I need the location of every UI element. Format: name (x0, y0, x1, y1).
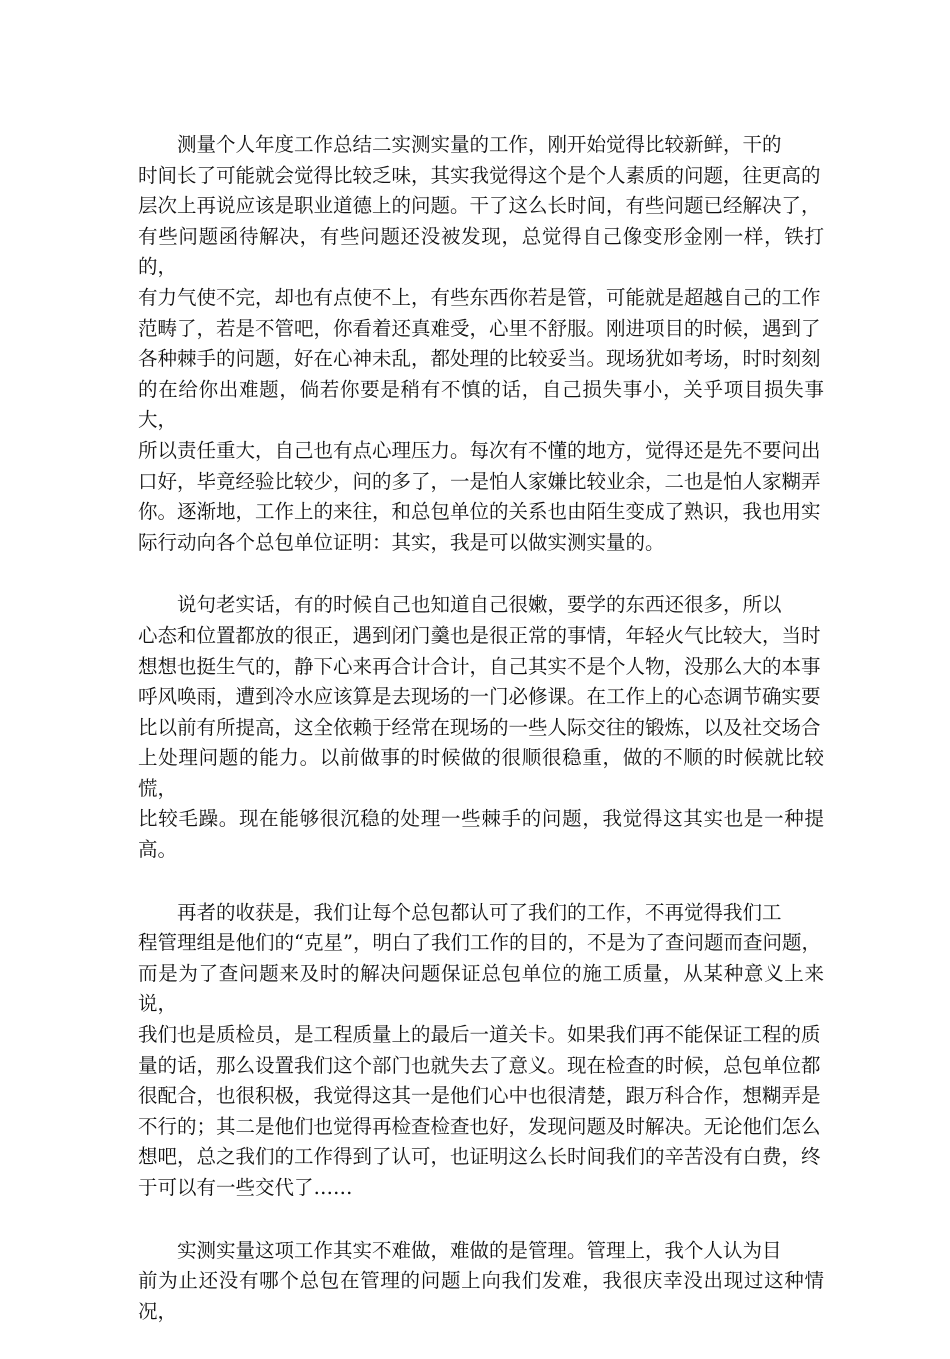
paragraph-4: 实测实量这项工作其实不难做，难做的是管理。管理上，我个人认为目 前为止还没有哪个总包在管理的问题上向我们发难，我很庆幸没出现过这种情况， (138, 1238, 824, 1323)
paragraph-3: 再者的收获是，我们让每个总包都认可了我们的工作，不再觉得我们工 程管理组是他们的“克星”，明白了我们工作的目的，不是为了查问题而查问题， 而是为了查问题来及时的解决问题保证总包单位的施工质量，从某种意义上来说， 我们也是质检员，是工程质量上的最后一道关卡。如果我们再不能保证工程的质 量的话，那么设置我们这个部门也就失去了意义。现在检查的时候，总包单位都 很配合，也很积极，我觉得这其一是他们心中也很清楚，跟万科合作，想糊弄是 不行的；其二是他们也觉得再检查检查也好，发现问题及时解决。无论他们怎么 想吧，总之我们的工作得到了认可，也证明这么长时间我们的辛苦没有白费，终 于可以有一些交代了…… (138, 900, 824, 1199)
paragraph-2: 说句老实话，有的时候自己也知道自己很嫩，要学的东西还很多，所以 心态和位置都放的很正，遇到闭门羹也是很正常的事情，年轻火气比较大，当时 想想也挺生气的，静下心来再合计合计，自己其实不是个人物，没那么大的本事 呼风唤雨，遭到冷水应该算是去现场的一门必修课。在工作上的心态调节确实要 比以前有所提高，这全依赖于经常在现场的一些人际交往的锻炼，以及社交场合 上处理问题的能力。以前做事的时候做的很顺很稳重，做的不顺的时候就比较慌， 比较毛躁。现在能够很沉稳的处理一些棘手的问题，我觉得这其实也是一种提高。 (138, 593, 824, 862)
document-body (138, 130, 824, 1359)
paragraph-1: 测量个人年度工作总结二实测实量的工作，刚开始觉得比较新鲜，干的 时间长了可能就会觉得比较乏味，其实我觉得这个是个人素质的问题，往更高的 层次上再说应该是职业道德上的问题。干了这么长时间，有些问题已经解决了， 有些问题函待解决，有些问题还没被发现，总觉得自己像变形金刚一样，铁打的， 有力气使不完，却也有点使不上，有些东西你若是管，可能就是超越自己的工作 范畴了，若是不管吧，你看着还真难受，心里不舒服。刚进项目的时候，遇到了 各种棘手的问题，好在心神未乱，都处理的比较妥当。现场犹如考场，时时刻刻 的在给你出难题，倘若你要是稍有不慎的话，自己损失事小，关乎项目损失事大， 所以责任重大，自己也有点心理压力。每次有不懂的地方，觉得还是先不要问出 口好，毕竟经验比较少，问的多了，一是怕人家嫌比较业余，二也是怕人家糊弄 你。逐渐地，工作上的来往，和总包单位的关系也由陌生变成了熟识，我也用实 际行动向各个总包单位证明：其实，我是可以做实测实量的。 (138, 133, 824, 554)
